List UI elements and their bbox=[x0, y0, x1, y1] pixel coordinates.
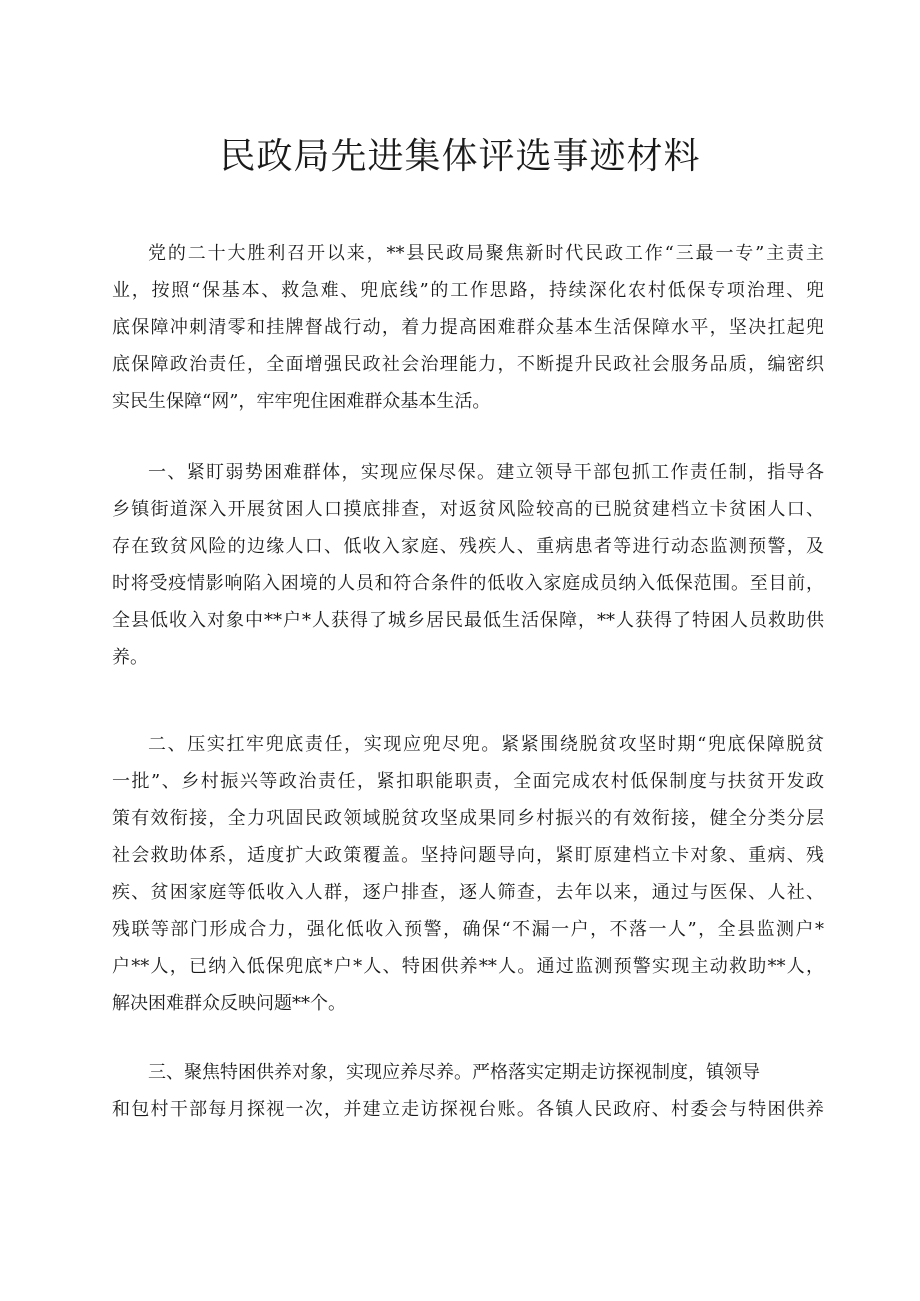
paragraph-line: 残联等部门形成合力，强化低收入预警，确保“不漏一户，不落一人”，全县监测户* bbox=[112, 919, 824, 940]
paragraph-line: 实民生保障“网”，牢牢兜住困难群众基本生活。 bbox=[112, 391, 491, 412]
paragraph-section-1 bbox=[112, 454, 824, 676]
paragraph-line: 底保障政治责任，全面增强民政社会治理能力，不断提升民政社会服务品质，编密织 bbox=[112, 354, 824, 375]
paragraph-line: 党的二十大胜利召开以来，**县民政局聚焦新时代民政工作“三最一专”主责主 bbox=[148, 243, 824, 264]
paragraph-line: 一批”、乡村振兴等政治责任，紧扣职能职责，全面完成农村低保制度与扶贫开发政 bbox=[112, 771, 824, 792]
paragraph-line: 业，按照“保基本、救急难、兜底线”的工作思路，持续深化农村低保专项治理、兜 bbox=[112, 280, 824, 301]
paragraph-line: 社会救助体系，适度扩大政策覆盖。坚持问题导向，紧盯原建档立卡对象、重病、残 bbox=[112, 845, 824, 866]
paragraph-line: 二、压实扛牢兜底责任，实现应兜尽兜。紧紧围绕脱贫攻坚时期“兜底保障脱贫 bbox=[148, 734, 824, 755]
paragraph-section-2 bbox=[112, 726, 824, 1022]
paragraph-section-3 bbox=[112, 1054, 824, 1128]
paragraph-line: 解决困难群众反映问题**个。 bbox=[112, 993, 346, 1014]
paragraph-line: 和包村干部每月探视一次，并建立走访探视台账。各镇人民政府、村委会与特困供养 bbox=[112, 1099, 824, 1120]
paragraph-line: 时将受疫情影响陷入困境的人员和符合条件的低收入家庭成员纳入低保范围。至目前， bbox=[112, 573, 824, 594]
paragraph-line: 疾、贫困家庭等低收入人群，逐户排查，逐人筛查，去年以来，通过与医保、人社、 bbox=[112, 882, 824, 903]
paragraph-line: 底保障冲刺清零和挂牌督战行动，着力提高困难群众基本生活保障水平，坚决扛起兜 bbox=[112, 317, 824, 338]
paragraph-line: 三、聚焦特困供养对象，实现应养尽养。严格落实定期走访探视制度，镇领导 bbox=[148, 1062, 760, 1083]
paragraph-line: 养。 bbox=[112, 647, 148, 668]
paragraph-intro bbox=[112, 235, 824, 420]
paragraph-line: 全县低收入对象中**户*人获得了城乡居民最低生活保障，**人获得了特困人员救助供 bbox=[112, 610, 824, 631]
paragraph-line: 一、紧盯弱势困难群体，实现应保尽保。建立领导干部包抓工作责任制，指导各 bbox=[148, 462, 824, 483]
paragraph-line: 户**人，已纳入低保兜底*户*人、特困供养**人。通过监测预警实现主动救助**人， bbox=[112, 956, 824, 977]
paragraph-line: 存在致贫风险的边缘人口、低收入家庭、残疾人、重病患者等进行动态监测预警，及 bbox=[112, 536, 824, 557]
paragraph-line: 乡镇街道深入开展贫困人口摸底排查，对返贫风险较高的已脱贫建档立卡贫困人口、 bbox=[112, 499, 824, 520]
paragraph-line: 策有效衔接，全力巩固民政领域脱贫攻坚成果同乡村振兴的有效衔接，健全分类分层 bbox=[112, 808, 824, 829]
document-title: 民政局先进集体评选事迹材料 bbox=[219, 136, 701, 177]
